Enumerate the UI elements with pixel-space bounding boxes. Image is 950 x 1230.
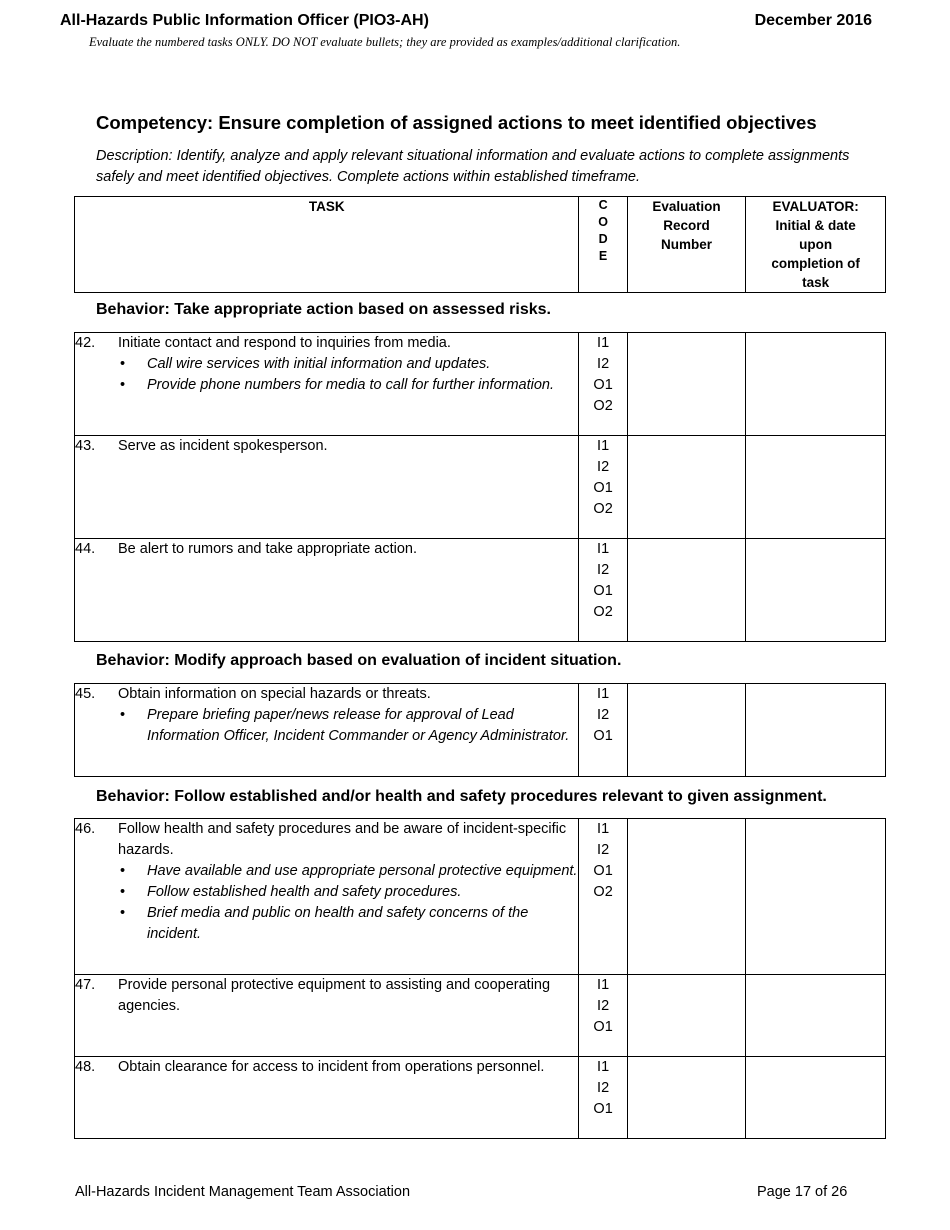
evaluation-record-cell[interactable]: [627, 684, 746, 777]
evaluation-record-cell[interactable]: [627, 819, 746, 975]
task-text: Initiate contact and respond to inquiries from media.: [118, 335, 451, 351]
footer-organization: All-Hazards Incident Management Team Association: [75, 1184, 411, 1200]
evaluator-initial-cell[interactable]: [746, 819, 886, 975]
task-row: [75, 975, 886, 1057]
task-number: 47.: [75, 977, 96, 993]
competency-description: Description: Identify, analyze and apply relevant situational information and evaluate actions to complete assignments safely and meet identified objectives. Complete actions within established timeframe.: [96, 148, 850, 185]
task-cell: [75, 333, 579, 436]
code-cell: I1 I2 O1: [579, 684, 627, 777]
task-cell: [75, 436, 579, 539]
task-number: 43.: [75, 438, 96, 454]
task-cell: [75, 1057, 579, 1139]
evaluator-initial-cell[interactable]: [746, 436, 886, 539]
task-row: [75, 436, 886, 539]
task-cell: [75, 975, 579, 1057]
task-column-header: TASK: [75, 197, 579, 293]
evaluator-initial-cell[interactable]: [746, 684, 886, 777]
document-date: December 2016: [754, 12, 872, 29]
task-cell: [75, 684, 579, 777]
competency-title: Competency: Ensure completion of assigned actions to meet identified objectives: [96, 112, 817, 133]
task-bullet: • Have available and use appropriate personal protective equipment.: [118, 861, 578, 882]
task-bullet: • Provide phone numbers for media to call for further information.: [118, 375, 578, 396]
task-row: [75, 1057, 886, 1139]
task-text: Serve as incident spokesperson.: [118, 438, 328, 454]
task-number: 46.: [75, 821, 96, 837]
task-number: 44.: [75, 541, 96, 557]
task-table: [74, 818, 886, 1139]
code-cell: I1 I2 O1 O2: [579, 539, 627, 642]
task-text: Provide personal protective equipment to assisting and cooperating agencies.: [118, 977, 551, 1014]
task-table-header: [74, 196, 886, 293]
evaluator-initial-cell[interactable]: [746, 333, 886, 436]
behavior-heading: Behavior: Take appropriate action based on assessed risks.: [96, 301, 551, 318]
page-number: Page 17 of 26: [757, 1184, 848, 1200]
task-bullet: • Call wire services with initial information and updates.: [118, 354, 578, 375]
evaluator-initial-cell[interactable]: [746, 539, 886, 642]
task-row: [75, 684, 886, 777]
code-column-header: C O D E: [579, 197, 627, 293]
behavior-heading: Behavior: Modify approach based on evaluation of incident situation.: [96, 652, 622, 669]
task-row: [75, 819, 886, 975]
evaluator-initial-cell[interactable]: [746, 975, 886, 1057]
task-number: 48.: [75, 1059, 96, 1075]
task-text: Obtain clearance for access to incident from operations personnel.: [118, 1059, 545, 1075]
task-table: [74, 683, 886, 777]
task-row: [75, 333, 886, 436]
evaluation-record-cell[interactable]: [627, 333, 746, 436]
task-text: Be alert to rumors and take appropriate action.: [118, 541, 418, 557]
code-cell: I1 I2 O1: [579, 975, 627, 1057]
code-cell: I1 I2 O1 O2: [579, 436, 627, 539]
code-cell: I1 I2 O1 O2: [579, 819, 627, 975]
evaluation-record-cell[interactable]: [627, 436, 746, 539]
evaluation-record-cell[interactable]: [627, 975, 746, 1057]
task-number: 45.: [75, 686, 96, 702]
task-bullet: • Prepare briefing paper/news release for approval of Lead Information Officer, Incident Commander or Agency Administrator.: [118, 705, 578, 747]
behavior-heading: Behavior: Follow established and/or health and safety procedures relevant to given assignment.: [96, 788, 827, 805]
code-cell: I1 I2 O1 O2: [579, 333, 627, 436]
evaluator-initial-cell[interactable]: [746, 1057, 886, 1139]
task-text: Follow health and safety procedures and be aware of incident-specific hazards.: [118, 821, 567, 858]
task-text: Obtain information on special hazards or threats.: [118, 686, 431, 702]
evaluator-column-header: EVALUATOR: Initial & date upon completion of task: [746, 197, 886, 293]
evaluation-record-column-header: Evaluation Record Number: [627, 197, 746, 293]
task-number: 42.: [75, 335, 96, 351]
task-bullet: • Brief media and public on health and safety concerns of the incident.: [118, 903, 578, 945]
code-cell: I1 I2 O1: [579, 1057, 627, 1139]
task-cell: [75, 819, 579, 975]
task-table: [74, 332, 886, 642]
document-title: All-Hazards Public Information Officer (PIO3-AH): [60, 12, 429, 29]
evaluation-record-cell[interactable]: [627, 1057, 746, 1139]
task-row: [75, 539, 886, 642]
task-cell: [75, 539, 579, 642]
evaluation-record-cell[interactable]: [627, 539, 746, 642]
evaluation-note: Evaluate the numbered tasks ONLY. DO NOT evaluate bullets; they are provided as examples/additional clarification.: [89, 35, 681, 49]
task-bullet: • Follow established health and safety procedures.: [118, 882, 578, 903]
